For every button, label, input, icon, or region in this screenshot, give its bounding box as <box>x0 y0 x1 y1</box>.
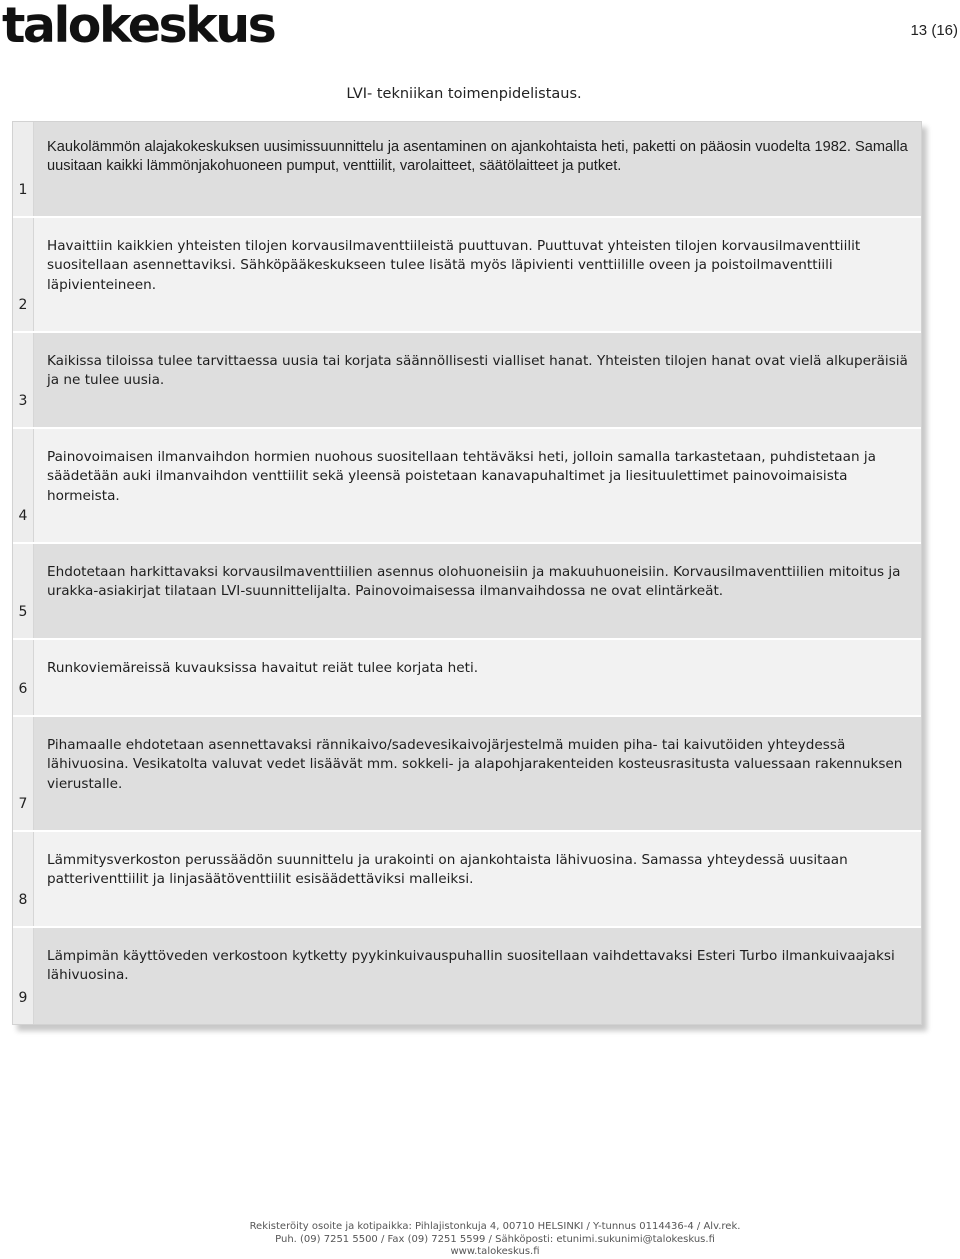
table-row <box>13 640 921 717</box>
row-text: Havaittiin kaikkien yhteisten tilojen korvausilmaventtiileistä puuttuvan. Puuttuvat yhteisten tilojen korvausilmaventtiilit suositellaan asennettaviksi. Sähköpääkeskukseen tulee lisätä myös läpivienti venttiilille oveen ja poistoilmaventtiili läpivienteineen. <box>34 218 921 331</box>
row-text: Kaukolämmön alajakokeskuksen uusimissuunnittelu ja asentaminen on ajankohtaista heti, paketti on pääosin vuodelta 1982. Samalla uusitaan kaikki lämmönjakohuoneen pumput, venttiilit, varolaitteet, säätölaitteet ja putket. <box>34 122 921 216</box>
row-number: 3 <box>13 333 34 427</box>
row-number: 1 <box>13 122 34 216</box>
table-row <box>13 544 921 640</box>
table-row <box>13 122 921 218</box>
page-number: 13 (16) <box>910 22 958 39</box>
table-row <box>13 928 921 1024</box>
table-row <box>13 717 921 832</box>
row-number: 7 <box>13 717 34 830</box>
page-footer <box>0 1221 960 1259</box>
row-number: 2 <box>13 218 34 331</box>
footer-contact: Puh. (09) 7251 5500 / Fax (09) 7251 5599 / Sähköposti: etunimi.sukunimi@talokeskus.fi <box>275 1233 715 1245</box>
table-row <box>13 333 921 429</box>
row-text: Runkoviemäreissä kuvauksissa havaitut reiät tulee korjata heti. <box>34 640 921 715</box>
measures-table <box>12 121 922 1025</box>
row-text: Lämmitysverkoston perussäädön suunnittelu ja urakointi on ajankohtaista lähivuosina. Samassa yhteydessä uusitaan patteriventtiilit ja linjasäätöventtiilit esisäädettäviksi malleiksi. <box>34 832 921 926</box>
company-logo: talokeskus <box>2 0 275 54</box>
row-number: 4 <box>13 429 34 542</box>
document-title: LVI- tekniikan toimenpidelistaus. <box>346 86 582 102</box>
footer-website: www.talokeskus.fi <box>450 1246 540 1257</box>
row-text: Kaikissa tiloissa tulee tarvittaessa uusia tai korjata säännöllisesti vialliset hanat. Yhteisten tilojen hanat ovat vielä alkuperäisiä ja ne tulee uusia. <box>34 333 921 427</box>
row-text: Painovoimaisen ilmanvaihdon hormien nuohous suositellaan tehtäväksi heti, jolloin samalla tarkastetaan, puhdistetaan ja säädetään auki ilmanvaihdon venttiilit sekä yleensä poistetaan kanavapuhaltimet ja liesituulettimet painovoimaisista hormeista. <box>34 429 921 542</box>
footer-registration: Rekisteröity osoite ja kotipaikka: Pihlajistonkuja 4, 00710 HELSINKI / Y-tunnus 0114436-4 / Alv.rek. <box>249 1221 741 1232</box>
table-row <box>13 832 921 928</box>
table-row <box>13 429 921 544</box>
row-number: 6 <box>13 640 34 715</box>
row-text: Pihamaalle ehdotetaan asennettavaksi rännikaivo/sadevesikaivojärjestelmä muiden piha- tai kaivutöiden yhteydessä lähivuosina. Vesikatolta valuvat vedet lisäävät mm. sokkeli- ja alapohjarakenteiden kosteusrasitusta valuessaan rakennuksen vierustalle. <box>34 717 921 830</box>
row-text: Lämpimän käyttöveden verkostoon kytketty pyykinkuivauspuhallin suositellaan vaihdettavaksi Esteri Turbo ilmankuivaajaksi lähivuosina. <box>34 928 921 1024</box>
row-number: 8 <box>13 832 34 926</box>
row-text: Ehdotetaan harkittavaksi korvausilmaventtiilien asennus olohuoneisiin ja makuuhuoneisiin. Korvausilmaventtiilien mitoitus ja urakka-asiakirjat tilataan LVI-suunnittelijalta. Painovoimaisessa ilmanvaihdossa ne ovat elintärkeät. <box>34 544 921 638</box>
table-row <box>13 218 921 333</box>
row-number: 9 <box>13 928 34 1024</box>
row-number: 5 <box>13 544 34 638</box>
